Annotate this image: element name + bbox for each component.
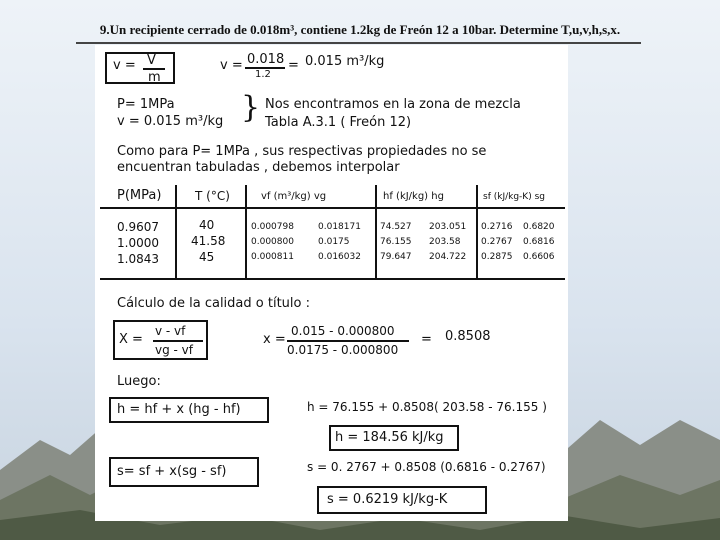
cell-sf-2: 0.2875 bbox=[481, 252, 513, 262]
table-divider-2 bbox=[245, 185, 247, 280]
zone-statement: Nos encontramos en la zona de mezcla bbox=[265, 97, 521, 112]
cell-hg-2: 204.722 bbox=[429, 252, 467, 262]
entropy-formula: s= sf + x(sg - sf) bbox=[117, 464, 227, 479]
cell-hf-0: 74.527 bbox=[380, 222, 412, 232]
table-reference: Tabla A.3.1 ( Freón 12) bbox=[265, 115, 412, 130]
table-bottom-rule bbox=[100, 278, 565, 280]
cell-hg-0: 203.051 bbox=[429, 222, 467, 232]
cell-vg-0: 0.018171 bbox=[318, 222, 361, 232]
entropy-calc: s = 0. 2767 + 0.8508 (0.6816 - 0.2767) bbox=[307, 460, 546, 474]
cell-vf-0: 0.000798 bbox=[251, 222, 294, 232]
enthalpy-result: h = 184.56 kJ/kg bbox=[335, 430, 444, 445]
calc-result: 0.015 m³/kg bbox=[305, 54, 385, 69]
x-formula-denominator: vg - vf bbox=[155, 343, 194, 357]
x-formula-fraction-bar bbox=[153, 340, 203, 342]
cell-vf-2: 0.000811 bbox=[251, 252, 294, 262]
cell-p-1: 1.0000 bbox=[117, 236, 159, 250]
x-calc-numerator: 0.015 - 0.000800 bbox=[291, 324, 395, 338]
cell-t-2: 45 bbox=[199, 250, 215, 264]
calc-denominator: 1.2 bbox=[255, 69, 271, 80]
cell-hg-1: 203.58 bbox=[429, 237, 461, 247]
calc-lhs: v = bbox=[220, 58, 243, 73]
x-formula-numerator: v - vf bbox=[155, 324, 186, 338]
cell-vg-1: 0.0175 bbox=[318, 237, 350, 247]
x-calc-equals: = bbox=[421, 332, 432, 347]
x-calc-lhs: x = bbox=[263, 332, 286, 347]
col-header-h: hf (kJ/kg) hg bbox=[383, 191, 444, 202]
cell-vg-2: 0.016032 bbox=[318, 252, 361, 262]
enthalpy-calc: h = 76.155 + 0.8508( 203.58 - 76.155 ) bbox=[307, 400, 547, 414]
cell-sf-1: 0.2767 bbox=[481, 237, 513, 247]
quality-heading: Cálculo de la calidad o título : bbox=[117, 296, 310, 311]
calc-numerator: 0.018 bbox=[247, 52, 285, 67]
table-divider-1 bbox=[175, 185, 177, 280]
enthalpy-formula: h = hf + x (hg - hf) bbox=[117, 402, 241, 417]
cell-hf-1: 76.155 bbox=[380, 237, 412, 247]
cell-sg-2: 0.6606 bbox=[523, 252, 555, 262]
cell-t-1: 41.58 bbox=[191, 234, 226, 248]
cell-vf-1: 0.000800 bbox=[251, 237, 294, 247]
cell-p-2: 1.0843 bbox=[117, 252, 159, 266]
col-header-t: T (°C) bbox=[195, 189, 230, 203]
def-numerator: V bbox=[147, 53, 156, 68]
x-calc-denominator: 0.0175 - 0.000800 bbox=[287, 343, 399, 357]
x-calc-result: 0.8508 bbox=[445, 329, 491, 344]
interpolation-line-2: encuentran tabuladas , debemos interpolar bbox=[117, 160, 400, 175]
volume-given: v = 0.015 m³/kg bbox=[117, 114, 224, 129]
luego-label: Luego: bbox=[117, 374, 161, 389]
table-divider-4 bbox=[476, 185, 478, 280]
interpolation-line-1: Como para P= 1MPa , sus respectivas propiedades no se bbox=[117, 144, 487, 159]
calc-equals: = bbox=[288, 58, 299, 73]
slide-title: 9.Un recipiente cerrado de 0.018m³, contiene 1.2kg de Freón 12 a 10bar. Determine T,u,v,h,s,x. bbox=[99, 22, 621, 37]
pressure-given: P= 1MPa bbox=[117, 97, 175, 112]
cell-hf-2: 79.647 bbox=[380, 252, 412, 262]
cell-p-0: 0.9607 bbox=[117, 220, 159, 234]
x-calc-fraction-bar bbox=[287, 340, 409, 342]
curly-brace: } bbox=[241, 90, 261, 125]
table-header-rule bbox=[100, 207, 565, 209]
col-header-v: vf (m³/kg) vg bbox=[261, 191, 327, 202]
x-formula-lhs: X = bbox=[119, 332, 143, 347]
def-lhs: v = bbox=[113, 58, 136, 73]
entropy-result: s = 0.6219 kJ/kg-K bbox=[327, 492, 448, 507]
title-divider bbox=[76, 42, 641, 44]
col-header-s: sf (kJ/kg-K) sg bbox=[483, 192, 545, 202]
def-denominator: m bbox=[148, 70, 161, 85]
cell-sf-0: 0.2716 bbox=[481, 222, 513, 232]
col-header-p: P(MPa) bbox=[117, 188, 162, 203]
cell-sg-0: 0.6820 bbox=[523, 222, 555, 232]
handwritten-notes-sheet bbox=[95, 45, 568, 521]
cell-t-0: 40 bbox=[199, 218, 215, 232]
table-divider-3 bbox=[375, 185, 377, 280]
cell-sg-1: 0.6816 bbox=[523, 237, 555, 247]
